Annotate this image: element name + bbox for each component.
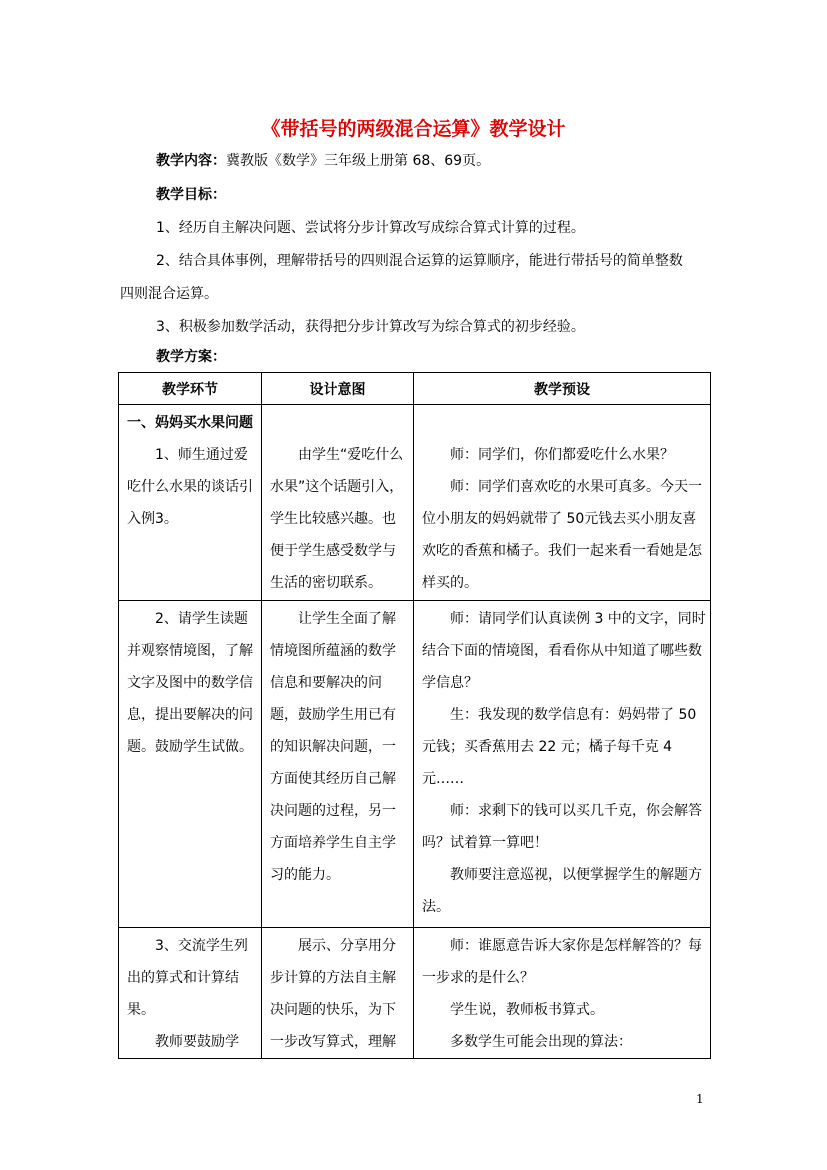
table-cell-preset <box>414 928 711 1059</box>
preset-paragraph: 生：我发现的数学信息有：妈妈带了 50元钱；买香蕉用去 22 元；橘子每千克 4元…… <box>422 707 697 787</box>
header-cell: 教学预设 <box>414 373 711 405</box>
preset-paragraph: 师：求剩下的钱可以买几千克，你会解答吗？试着算一算吧！ <box>422 803 702 851</box>
section-heading: 一、妈妈买水果问题 <box>127 415 253 431</box>
preset-paragraph: 学生说，教师板书算式。 <box>450 1002 604 1018</box>
objective-item: 1、经历自主解决问题、尝试将分步计算改写成综合算式计算的过程。 <box>156 220 585 236</box>
objective-item: 2、结合具体事例，理解带括号的四则混合运算的运算顺序，能进行带括号的简单整数 <box>156 253 683 269</box>
table-row <box>119 601 711 928</box>
preset-paragraph: 师：同学们，你们都爱吃什么水果？ <box>450 447 674 463</box>
document-title: 《带括号的两级混合运算》教学设计 <box>261 118 566 140</box>
table-cell-stage <box>119 601 262 928</box>
table-header-row <box>119 373 711 405</box>
header-cell: 设计意图 <box>262 373 414 405</box>
table-cell-preset <box>414 405 711 601</box>
table-row <box>119 928 711 1059</box>
preset-paragraph: 师：请同学们认真读例 3 中的文字，同时结合下面的情境图，看看你从中知道了哪些数学信息？ <box>422 611 706 691</box>
objective-item: 3、积极参加数学活动，获得把分步计算改写为综合算式的初步经验。 <box>156 319 585 335</box>
plan-label: 教学方案： <box>156 349 226 365</box>
stage-text: 3、交流学生列出的算式和计算结果。 <box>127 938 248 1018</box>
table-cell-preset <box>414 601 711 928</box>
intent-text: 让学生全面了解情境图所蕴涵的数学信息和要解决的问题，鼓励学生用已有的知识解决问题，一方面使其经历自己解决问题的过程，另一方面培养学生自主学习的能力。 <box>270 611 396 883</box>
preset-paragraph: 多数学生可能会出现的算法： <box>450 1034 632 1050</box>
content-text: 冀教版《数学》三年级上册第 68、69页。 <box>226 153 491 169</box>
objective-item: 四则混合运算。 <box>120 286 218 302</box>
preset-paragraph: 师：谁愿意告诉大家你是怎样解答的？每一步求的是什么？ <box>422 938 702 986</box>
intent-text: 由学生“爱吃什么水果”这个话题引入，学生比较感兴趣。也便于学生感受数学与生活的密切联系。 <box>270 447 404 591</box>
table-cell-intent <box>262 405 414 601</box>
table-cell-intent <box>262 601 414 928</box>
stage-text: 2、请学生读题并观察情境图，了解文字及图中的数学信息，提出要解决的问题。鼓励学生试做。 <box>127 611 253 755</box>
intent-text: 展示、分享用分步计算的方法自主解决问题的快乐，为下一步改写算式，理解 <box>270 938 396 1050</box>
content-label: 教学内容： <box>156 153 226 169</box>
preset-paragraph: 教师要注意巡视，以便掌握学生的解题方法。 <box>422 867 702 915</box>
preset-paragraph: 师：同学们喜欢吃的水果可真多。今天一位小朋友的妈妈就带了 50元钱去买小朋友喜欢吃的香蕉和橘子。我们一起来看一看她是怎样买的。 <box>422 479 702 591</box>
table-cell-stage <box>119 928 262 1059</box>
stage-text: 1、师生通过爱吃什么水果的谈话引入例3。 <box>127 447 253 527</box>
header-cell: 教学环节 <box>119 373 262 405</box>
page-number: 1 <box>696 1092 704 1106</box>
stage-text: 教师要鼓励学 <box>155 1034 239 1050</box>
table-row <box>119 405 711 601</box>
objectives-label: 教学目标： <box>156 187 226 203</box>
table-cell-intent <box>262 928 414 1059</box>
content-line <box>156 150 490 170</box>
teaching-plan-table <box>118 372 711 1059</box>
table-cell-stage <box>119 405 262 601</box>
